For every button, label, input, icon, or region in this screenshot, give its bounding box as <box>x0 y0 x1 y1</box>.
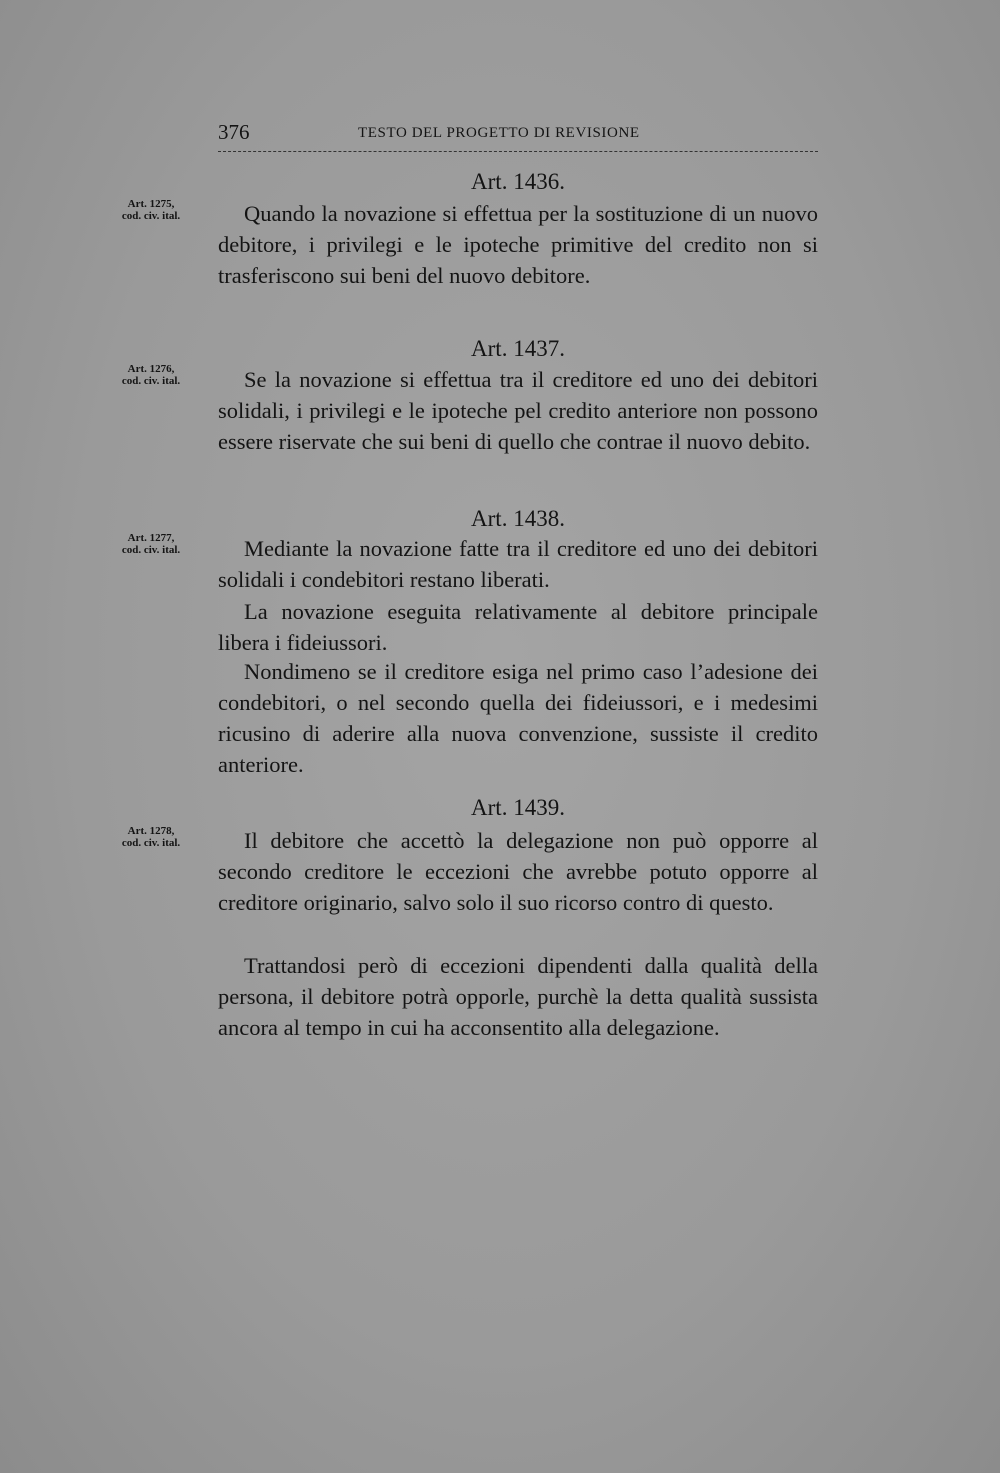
header-rule <box>218 151 818 152</box>
running-head: TESTO DEL PROGETTO DI REVISIONE <box>358 125 640 141</box>
margin-note-line: cod. civ. ital. <box>121 210 181 222</box>
margin-note-line: Art. 1276, <box>127 363 175 375</box>
article-1439-paragraph-1: Il debitore che accettò la delegazione non può opporre al secondo creditore le eccezioni che avrebbe potuto opporre al creditore originario, salvo solo il suo ricorso contro di questo. <box>218 828 818 915</box>
margin-note-line: cod. civ. ital. <box>121 544 181 556</box>
article-1438-paragraph-1: Mediante la novazione fatte tra il creditore ed uno dei debitori solidali i condebitori restano liberati. <box>218 536 818 592</box>
article-1439-paragraph-2: Trattandosi però di eccezioni dipendenti dalla qualità della persona, il debitore potrà opporle, purchè la detta qualità sussista ancora al tempo in cui ha acconsentito alla delegazione. <box>218 953 818 1040</box>
margin-note-line: cod. civ. ital. <box>121 837 181 849</box>
margin-note-1278 <box>96 825 206 849</box>
article-1437-paragraph: Se la novazione si effettua tra il creditore ed uno dei debitori solidali, i privilegi e le ipoteche pel credito anteriore non possono essere riservate che sui beni di quello che contrae il nuovo debito. <box>218 367 818 454</box>
article-1438-title: Art. 1438. <box>471 506 565 531</box>
article-1436-title: Art. 1436. <box>471 169 565 194</box>
page-number: 376 <box>218 120 250 144</box>
margin-note-1275 <box>96 198 206 222</box>
article-1439-title: Art. 1439. <box>471 795 565 820</box>
margin-note-line: Art. 1277, <box>127 532 175 544</box>
page-header <box>218 120 818 146</box>
margin-note-line: cod. civ. ital. <box>121 375 181 387</box>
margin-note-1276 <box>96 363 206 387</box>
margin-note-line: Art. 1278, <box>127 825 175 837</box>
article-1437-title: Art. 1437. <box>471 336 565 361</box>
article-1438-paragraph-2: La novazione eseguita relativamente al debitore principale libera i fideiussori. <box>218 599 818 655</box>
margin-note-line: Art. 1275, <box>127 198 175 210</box>
article-1436-paragraph: Quando la novazione si effettua per la sostituzione di un nuovo debitore, i privilegi e le ipoteche primitive del credito non si trasferiscono sui beni del nuovo debitore. <box>218 201 818 288</box>
article-1438-paragraph-3: Nondimeno se il creditore esiga nel primo caso l’adesione dei condebitori, o nel secondo quella dei fideiussori, e i medesimi ricusino di aderire alla nuova convenzione, sussiste il credito anteriore. <box>218 659 818 777</box>
margin-note-1277 <box>96 532 206 556</box>
